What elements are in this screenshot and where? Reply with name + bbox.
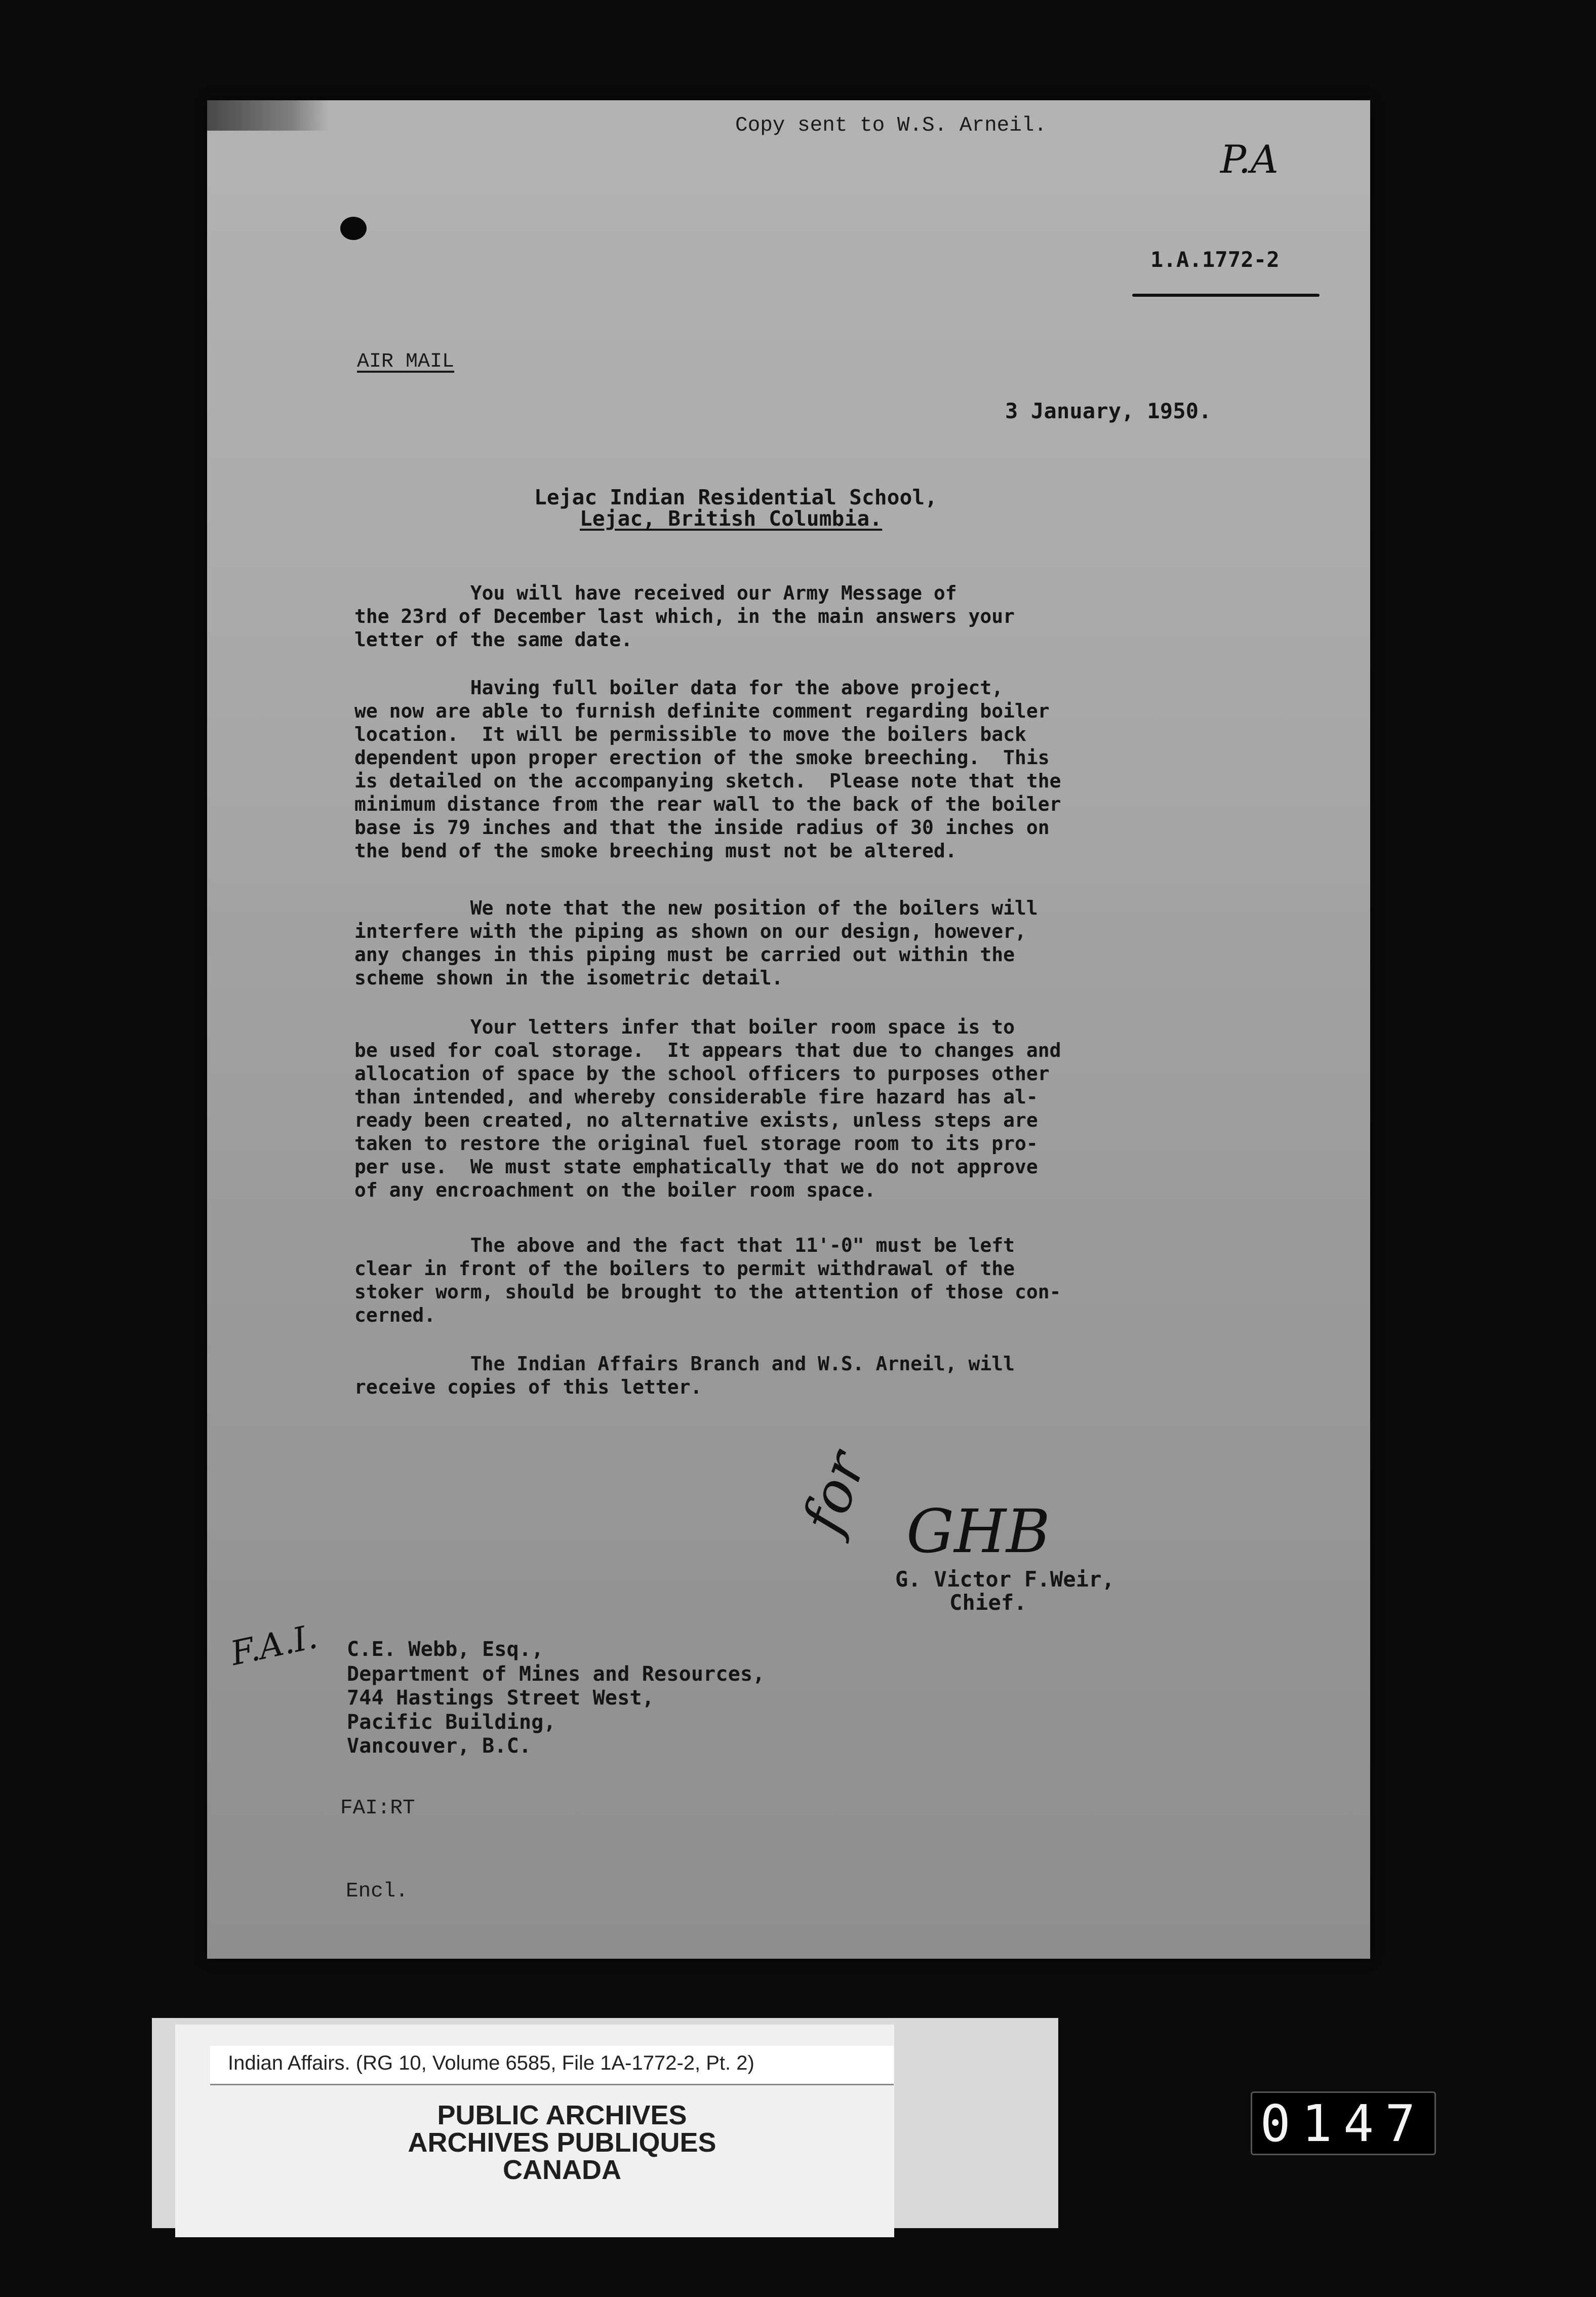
ink-blot: [340, 217, 367, 240]
paragraph-3: We note that the new position of the boilers will interfere with the piping as shown on our design, however, any changes in this piping must be carried out within the scheme shown in the isometric detail.: [354, 897, 1038, 989]
handwritten-initials: F.A.I.: [227, 1616, 321, 1674]
signatory-title: Chief.: [949, 1590, 1027, 1615]
paragraph-4: Your letters infer that boiler room space is to be used for coal storage. It appears that due to changes and allocation of space by the school officers to purposes other than intended, and whereby considerable fire hazard has al- ready been created, no alternative exists, unless steps are taken to restore the original fuel storage room to its pro- per use. We must state emphatically that we do not approve of any encroachment on the boiler room space.: [354, 1016, 1061, 1201]
handwritten-tag: P.A: [1220, 137, 1279, 182]
delivery-method: AIR MAIL: [357, 350, 455, 373]
addressee-line-3: 744 Hastings Street West,: [347, 1686, 655, 1710]
paragraph-6: The Indian Affairs Branch and W.S. Arneil, will receive copies of this letter.: [354, 1353, 1015, 1398]
signatory-name: G. Victor F.Weir,: [895, 1567, 1115, 1592]
addressee-line-4: Pacific Building,: [347, 1711, 556, 1734]
addressee-line-2: Department of Mines and Resources,: [347, 1662, 765, 1686]
archive-line-2: ARCHIVES PUBLIQUES: [408, 2127, 716, 2158]
frame-counter: 0147: [1251, 2091, 1436, 2155]
paragraph-1: You will have received our Army Message of the 23rd of December last which, in the main answers your letter of the same date.: [354, 582, 1015, 651]
signature-for: for: [790, 1443, 879, 1541]
addressee-line-1: C.E. Webb, Esq.,: [347, 1638, 544, 1661]
file-number-underline: [1132, 294, 1320, 297]
archive-line-1: PUBLIC ARCHIVES: [437, 2100, 687, 2130]
signature-initials: GHB: [906, 1496, 1050, 1566]
archive-citation: Indian Affairs. (RG 10, Volume 6585, File 1A-1772-2, Pt. 2): [228, 2052, 754, 2074]
letter-date: 3 January, 1950.: [1005, 399, 1212, 423]
subject-line-2: Lejac, British Columbia.: [580, 506, 883, 531]
copy-note: Copy sent to W.S. Arneil.: [735, 114, 1047, 137]
torn-corner: [207, 100, 329, 131]
paragraph-2: Having full boiler data for the above project, we now are able to furnish definite comment regarding boiler location. It will be permissible to move the boilers back dependent upon proper erection of the smoke breeching. This is detailed on the accompanying sketch. Please note that the minimum distance from the rear wall to the back of the boiler base is 79 inches and that the inside radius of 30 inches on the bend of the smoke breeching must not be altered.: [354, 677, 1061, 862]
subject-line-1: Lejac Indian Residential School,: [534, 485, 938, 509]
enclosure-note: Encl.: [346, 1880, 409, 1903]
file-number: 1.A.1772-2: [1150, 247, 1280, 272]
paragraph-5: The above and the fact that 11'-0" must be left clear in front of the boilers to permit withdrawal of the stoker worm, should be brought to the attention of those con- cerned.: [354, 1234, 1061, 1326]
addressee-line-5: Vancouver, B.C.: [347, 1734, 532, 1758]
archive-line-3: CANADA: [503, 2155, 621, 2185]
reference-code: FAI:RT: [340, 1797, 415, 1820]
